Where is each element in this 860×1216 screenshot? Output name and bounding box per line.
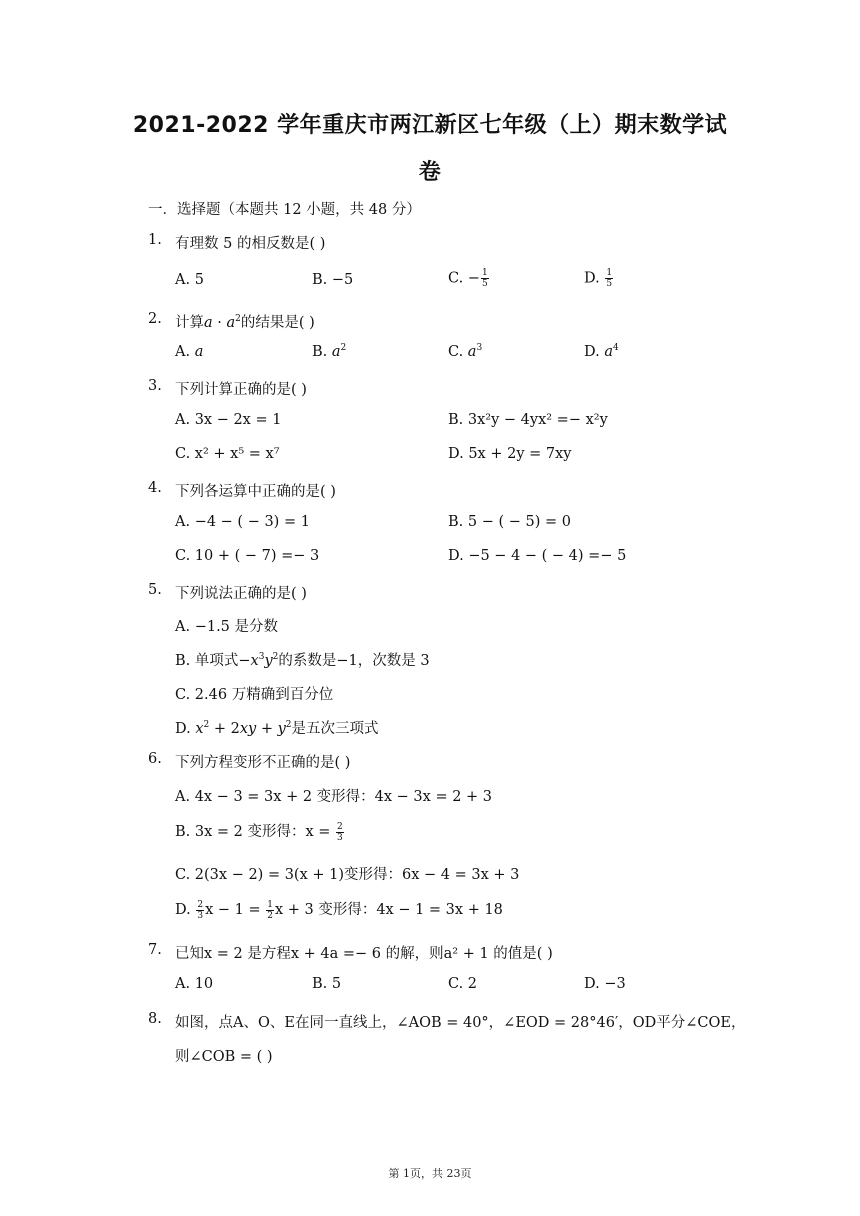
fraction: $\frac{1}{2}$ — [267, 899, 273, 921]
fraction: $\frac{2}{3}$ — [337, 821, 343, 843]
question-stem: 下列各运算中正确的是( ) — [175, 484, 336, 500]
option-d: D. $x^2 + 2xy + y^2$是五次三项式 — [175, 720, 379, 737]
option-d: D. $a^4$ — [584, 343, 619, 360]
page-title-continued: 卷 — [418, 160, 442, 185]
question-number: 4. — [148, 480, 162, 496]
option-d: D. 5x + 2y = 7xy — [448, 446, 572, 462]
option-a: A. −4 − ( − 3) = 1 — [175, 514, 310, 530]
question-number: 2. — [148, 311, 162, 327]
option-d — [584, 268, 614, 289]
option-d: D. −5 − 4 − ( − 4) =− 5 — [448, 548, 627, 564]
option-b: B. $a^2$ — [312, 343, 347, 360]
option-c: C. 2.46 万精确到百分位 — [175, 687, 334, 703]
question-stem: 下列方程变形不正确的是( ) — [175, 755, 351, 771]
question-number: 1. — [148, 232, 162, 248]
question-stem: 计算$a \cdot a^2$的结果是( ) — [175, 314, 315, 331]
fraction: $\frac{1}{5}$ — [481, 268, 488, 289]
option-c — [448, 268, 490, 289]
option-c-prefix: C. − — [448, 270, 480, 287]
question-number: 7. — [148, 942, 162, 958]
question-stem: 如图，点A、O、E在同一直线上，∠AOB = 40°，∠EOD = 28°46′，OD平分∠COE， — [175, 1015, 746, 1031]
fraction: $\frac{1}{5}$ — [606, 268, 613, 289]
question-stem: 下列计算正确的是( ) — [175, 382, 307, 398]
option-c: C. 10 + ( − 7) =− 3 — [175, 548, 320, 564]
option-b: B. 5 − ( − 5) = 0 — [448, 514, 571, 530]
question-stem: 已知x = 2 是方程x + 4a =− 6 的解，则a² + 1 的值是( ) — [175, 946, 553, 962]
option-d: D. $\frac{2}{3}$ x − 1 = $\frac{1}{2}$ x + 3 变形得：4x − 1 = 3x + 18 — [175, 899, 503, 921]
question-number: 8. — [148, 1011, 162, 1027]
option-b: B. 5 — [312, 976, 342, 992]
option-a: A. a — [175, 344, 204, 360]
question-number: 3. — [148, 378, 162, 394]
question-number: 6. — [148, 751, 162, 767]
question-number: 5. — [148, 582, 162, 598]
option-c: C. 2(3x − 2) = 3(x + 1)变形得：6x − 4 = 3x + 3 — [175, 867, 520, 883]
option-b: B. 3x²y − 4yx² =− x²y — [448, 412, 608, 428]
option-c: C. $a^3$ — [448, 343, 483, 360]
option-a: A. 4x − 3 = 3x + 2 变形得：4x − 3x = 2 + 3 — [175, 789, 493, 805]
option-b: B. 3x = 2 变形得：x = $\frac{2}{3}$ — [175, 821, 343, 843]
option-a: A. 10 — [175, 976, 214, 992]
option-a: A. 3x − 2x = 1 — [175, 412, 282, 428]
question-stem-continued: 则∠COB = ( ) — [175, 1049, 273, 1065]
option-b: B. 单项式$-x^3y^2$的系数是−1，次数是 3 — [175, 652, 430, 669]
fraction: $\frac{2}{3}$ — [197, 899, 204, 921]
page-title: 2021-2022 学年重庆市两江新区七年级（上）期末数学试 — [132, 113, 728, 138]
option-c: C. 2 — [448, 976, 478, 992]
option-d: D. −3 — [584, 976, 626, 992]
option-d-prefix: D. — [584, 270, 605, 287]
section-heading: 一．选择题（本题共 12 小题，共 48 分） — [148, 202, 421, 218]
option-c: C. x² + x⁵ = x⁷ — [175, 446, 280, 462]
question-stem: 有理数 5 的相反数是( ) — [175, 236, 326, 252]
option-b: B. −5 — [312, 272, 354, 288]
option-a: A. −1.5 是分数 — [175, 619, 279, 635]
page-footer: 第 1页，共 23页 — [388, 1167, 472, 1180]
option-a: A. 5 — [175, 272, 204, 288]
question-stem: 下列说法正确的是( ) — [175, 586, 307, 602]
